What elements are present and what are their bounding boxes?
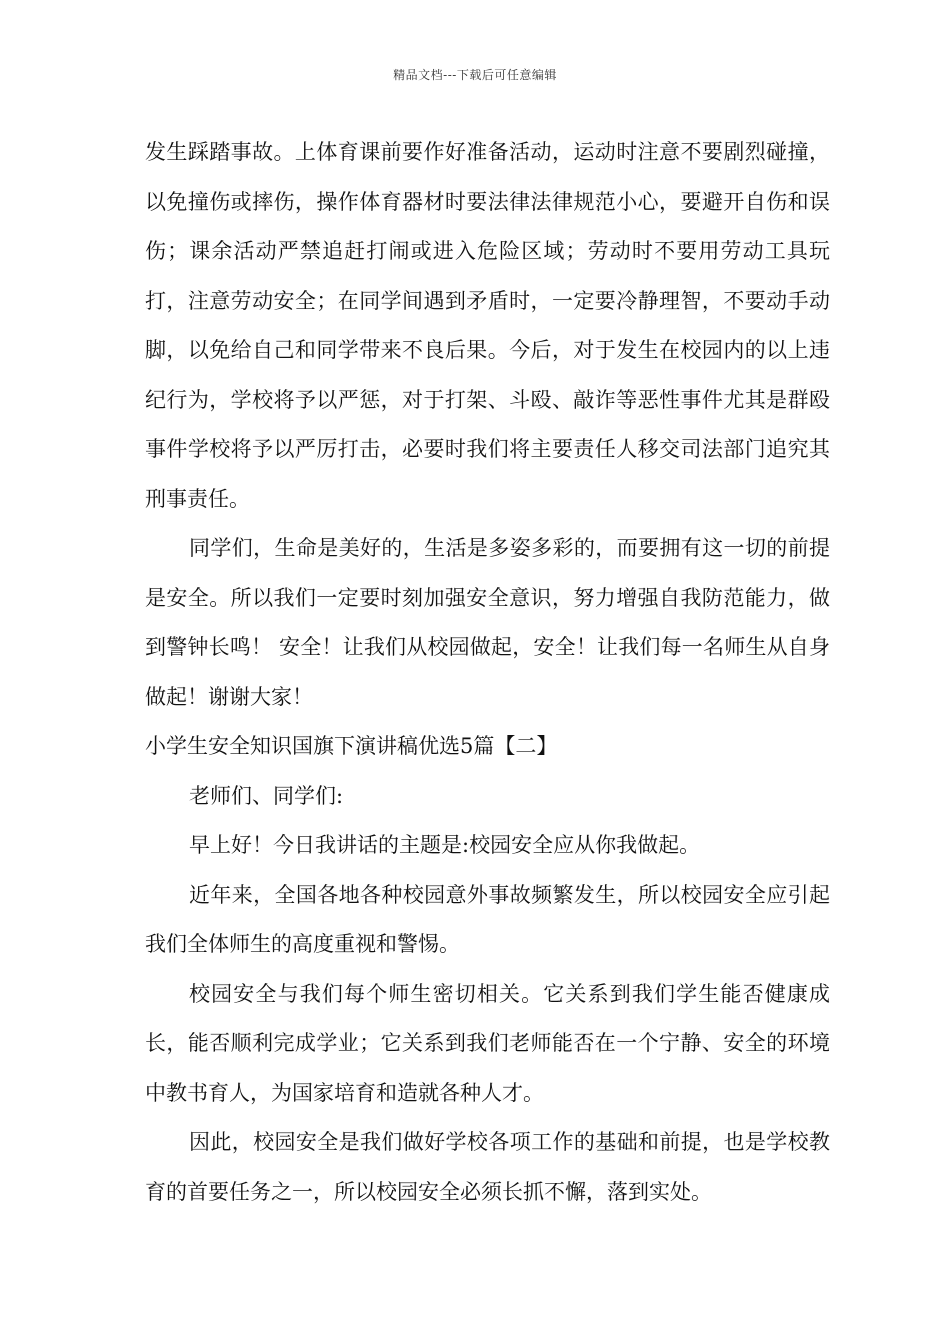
paragraph-theme: 早上好！今日我讲话的主题是:校园安全应从你我做起。	[189, 833, 701, 857]
paragraph-conclusion: 因此，校园安全是我们做好学校各项工作的基础和前提，也是学校教育的首要任务之一，所以校园安全必须长抓不懈，落到实处。	[145, 1130, 830, 1204]
document-body	[145, 128, 830, 1217]
paragraph-life-safety: 同学们，生命是美好的，生活是多姿多彩的，而要拥有这一切的前提是安全。所以我们一定要时刻加强安全意识，努力增强自我防范能力，做到警钟长鸣！ 安全！让我们从校园做起，安全！让我们每一名师生从自身做起！谢谢大家！	[145, 536, 830, 709]
paragraph-discipline: 发生踩踏事故。上体育课前要作好准备活动，运动时注意不要剧烈碰撞，以免撞伤或摔伤，操作体育器材时要法律法律规范小心，要避开自伤和误伤；课余活动严禁追赶打闹或进入危险区域；劳动时不要用劳动工具玩打，注意劳动安全；在同学间遇到矛盾时，一定要冷静理智，不要动手动脚，以免给自己和同学带来不良后果。今后，对于发生在校园内的以上违纪行为，学校将予以严惩，对于打架、斗殴、敲诈等恶性事件尤其是群殴事件学校将予以严厉打击，必要时我们将主要责任人移交司法部门追究其刑事责任。	[145, 140, 830, 511]
section-title: 小学生安全知识国旗下演讲稿优选5篇【二】	[145, 734, 558, 758]
paragraph-campus-safety: 校园安全与我们每个师生密切相关。它关系到我们学生能否健康成长，能否顺利完成学业；它关系到我们老师能否在一个宁静、安全的环境中教书育人，为国家培育和造就各种人才。	[145, 981, 830, 1105]
paragraph-greeting: 老师们、同学们:	[189, 783, 344, 808]
page-header: 精品文档---下载后可任意编辑	[393, 68, 557, 82]
paragraph-recent-years: 近年来，全国各地各种校园意外事故频繁发生，所以校园安全应引起我们全体师生的高度重视和警惕。	[145, 882, 830, 956]
